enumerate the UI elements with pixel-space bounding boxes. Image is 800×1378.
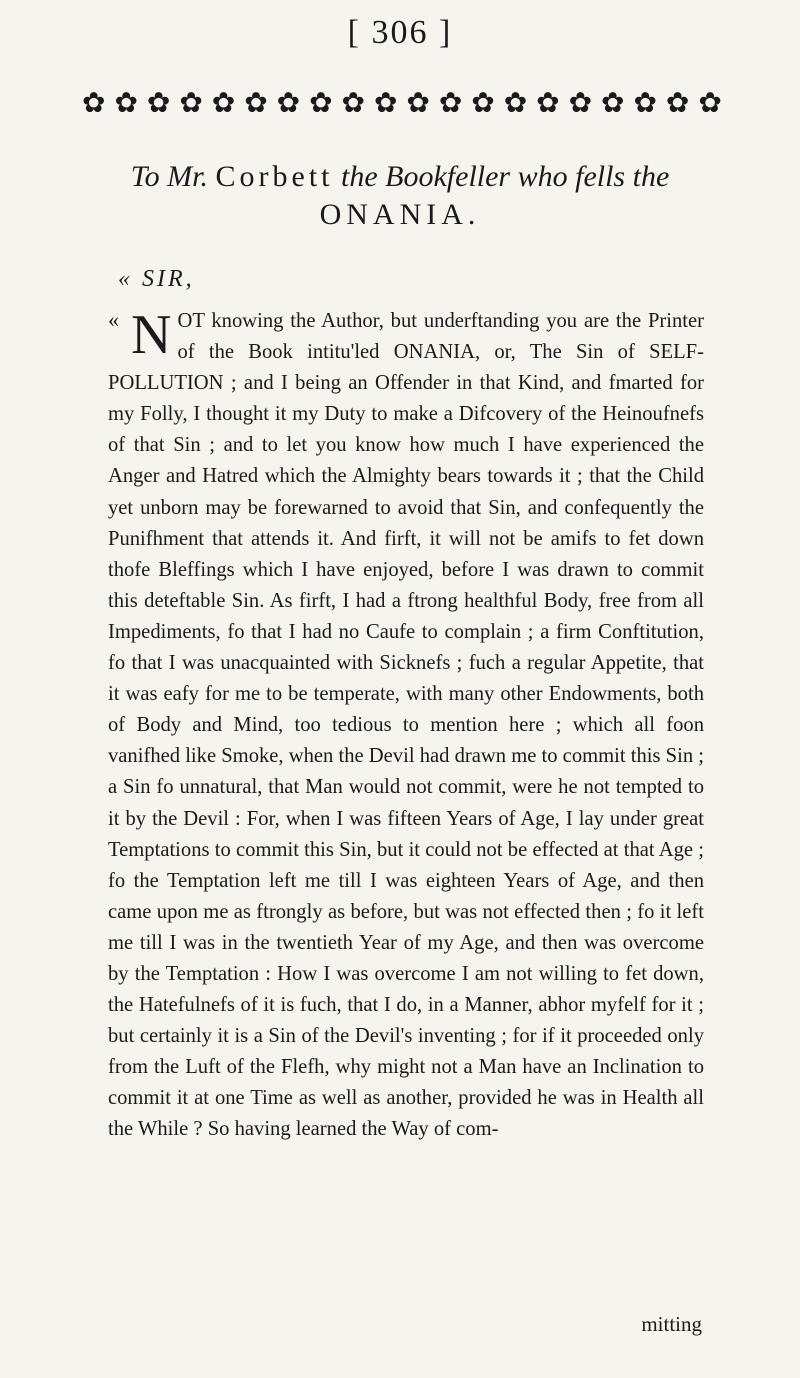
flower-ornament-icon: ✿ [341, 88, 365, 119]
flower-ornament-icon: ✿ [503, 88, 528, 119]
flower-ornament-icon: ✿ [471, 88, 495, 119]
flower-ornament-icon: ✿ [309, 88, 333, 119]
flower-ornament-icon: ✿ [438, 88, 463, 119]
letter-body [108, 306, 704, 1146]
catchword: mitting [641, 1312, 702, 1336]
flower-ornament-icon: ✿ [406, 88, 430, 119]
drop-cap: N [131, 304, 172, 366]
heading-rest: the Bookfeller who fells the [341, 160, 670, 193]
flower-ornament-icon: ✿ [698, 88, 722, 119]
flower-ornament-icon: ✿ [665, 88, 690, 119]
flower-ornament-icon: ✿ [244, 88, 268, 119]
flower-ornament-icon: ✿ [536, 88, 560, 119]
flower-ornament-icon: ✿ [211, 88, 236, 119]
flower-ornament-icon: ✿ [633, 88, 657, 119]
flower-ornament-icon: ✿ [146, 88, 171, 119]
letter-heading [0, 158, 800, 234]
flower-ornament-icon: ✿ [179, 88, 203, 119]
heading-title: ONANIA. [319, 198, 481, 231]
flower-ornament-icon: ✿ [82, 88, 106, 119]
page-number: [ 306 ] [347, 14, 453, 51]
flower-ornament-icon: ✿ [568, 88, 593, 119]
heading-to: To Mr. [130, 160, 208, 193]
ornament-band [82, 84, 722, 124]
flower-ornament-icon: ✿ [276, 88, 301, 119]
flower-ornament-icon: ✿ [114, 88, 138, 119]
heading-name: Corbett [215, 160, 334, 193]
open-quote: « [108, 307, 119, 332]
salutation: « SIR, [118, 266, 195, 292]
flower-ornament-icon: ✿ [601, 88, 625, 119]
flower-ornament-icon: ✿ [373, 88, 398, 119]
letter-text: OT knowing the Author, but underftanding you are the Printer of the Book intitu'led ONANIA, or, The Sin of SELF-POLLUTION ; and I being an Offender in that Kind, and fmarted for my Folly, I thought it my Duty to make a Difcovery of the Heinoufnefs of that Sin ; and to let you know how much I have experienced the Anger and Hatred which the Almighty bears towards it ; that the Child yet unborn may be forewarned to avoid that Sin, and confequently the Punifhment that attends it. And firft, it will not be amifs to fet down thofe Bleffings which I have enjoyed, before I was drawn to commit this deteftable Sin. As firft, I had a ftrong healthful Body, free from all Impediments, fo that I had no Caufe to complain ; a firm Conftitution, fo that I was unacquainted with Sicknefs ; fuch a regular Appetite, that it was eafy for me to be temperate, with many other Endowments, both of Body and Mind, too tedious to mention here ; which all foon vanifhed like Smoke, when the Devil had drawn me to commit this Sin ; a Sin fo unnatural, that Man would not commit, were he not tempted to it by the Devil : For, when I was fifteen Years of Age, I lay under great Temptations to commit this Sin, but it could not be effected at that Age ; fo the Temptation left me till I was eighteen Years of Age, and then came upon me as ftrongly as before, but was not effected then ; fo it left me till I was in the twentieth Year of my Age, and then was overcome by the Temptation : How I was overcome I am not willing to fet down, the Hatefulnefs of it is fuch, that I do, in a Manner, abhor myfelf for it ; but certainly it is a Sin of the Devil's inventing ; for if it proceeded only from the Luft of the Flefh, why might not a Man have an Inclination to commit it at one Time as well as another, provided he was in Health all the While ? So having learned the Way of com- [108, 310, 704, 1141]
